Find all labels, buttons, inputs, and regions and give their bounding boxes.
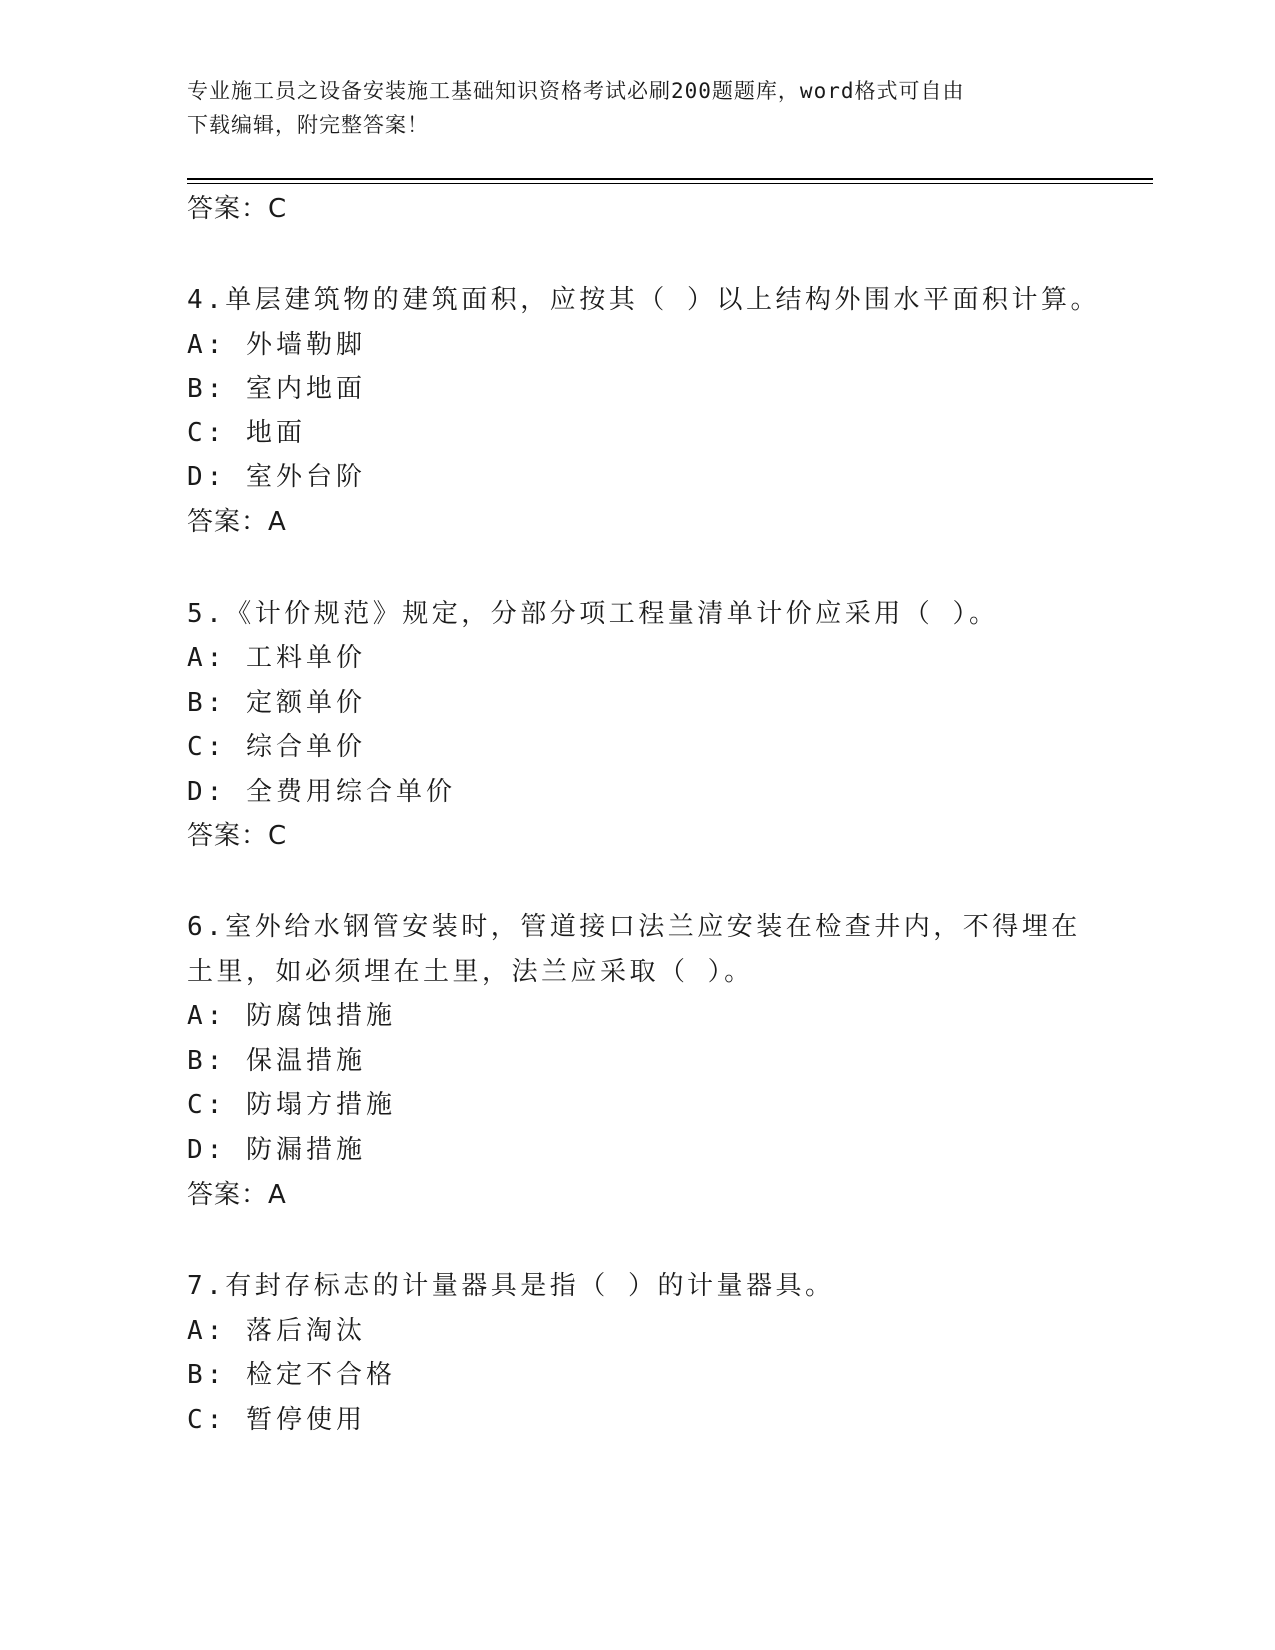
question-4-option-a: A: 外墙勒脚 <box>187 330 366 360</box>
question-6-stem-line-1: 6.室外给水钢管安装时，管道接口法兰应安装在检查井内，不得埋在 <box>187 912 1081 942</box>
header-rule-thick <box>187 178 1153 180</box>
answer-q6: 答案：A <box>187 1180 287 1210</box>
header-rule-thin <box>187 183 1153 184</box>
question-7-stem: 7.有封存标志的计量器具是指（ ）的计量器具。 <box>187 1271 835 1301</box>
question-5-option-c: C: 综合单价 <box>187 732 366 762</box>
question-6-option-a: A: 防腐蚀措施 <box>187 1001 396 1031</box>
question-4-stem: 4.单层建筑物的建筑面积，应按其（ ）以上结构外围水平面积计算。 <box>187 285 1100 315</box>
answer-q5: 答案：C <box>187 821 288 851</box>
question-4-option-b: B: 室内地面 <box>187 374 366 404</box>
question-6-stem-line-2: 土里，如必须埋在土里，法兰应采取（ ）。 <box>187 957 754 987</box>
question-5-option-a: A: 工料单价 <box>187 643 366 673</box>
question-6-option-b: B: 保温措施 <box>187 1046 366 1076</box>
question-6-option-c: C: 防塌方措施 <box>187 1090 396 1120</box>
answer-q3: 答案：C <box>187 194 288 224</box>
header-line-2: 下载编辑，附完整答案！ <box>187 113 429 137</box>
question-4-option-c: C: 地面 <box>187 418 306 448</box>
question-4-option-d: D: 室外台阶 <box>187 462 366 492</box>
question-7-option-c: C: 暂停使用 <box>187 1405 366 1435</box>
question-7-option-a: A: 落后淘汰 <box>187 1316 366 1346</box>
question-5-option-b: B: 定额单价 <box>187 688 366 718</box>
question-7-option-b: B: 检定不合格 <box>187 1360 396 1390</box>
document-header <box>187 74 1067 142</box>
question-5-option-d: D: 全费用综合单价 <box>187 777 456 807</box>
answer-q4: 答案：A <box>187 507 287 537</box>
question-6-option-d: D: 防漏措施 <box>187 1135 366 1165</box>
header-line-1: 专业施工员之设备安装施工基础知识资格考试必刷200题题库，word格式可自由 <box>187 79 965 103</box>
question-5-stem: 5.《计价规范》规定，分部分项工程量清单计价应采用（ ）。 <box>187 599 999 629</box>
